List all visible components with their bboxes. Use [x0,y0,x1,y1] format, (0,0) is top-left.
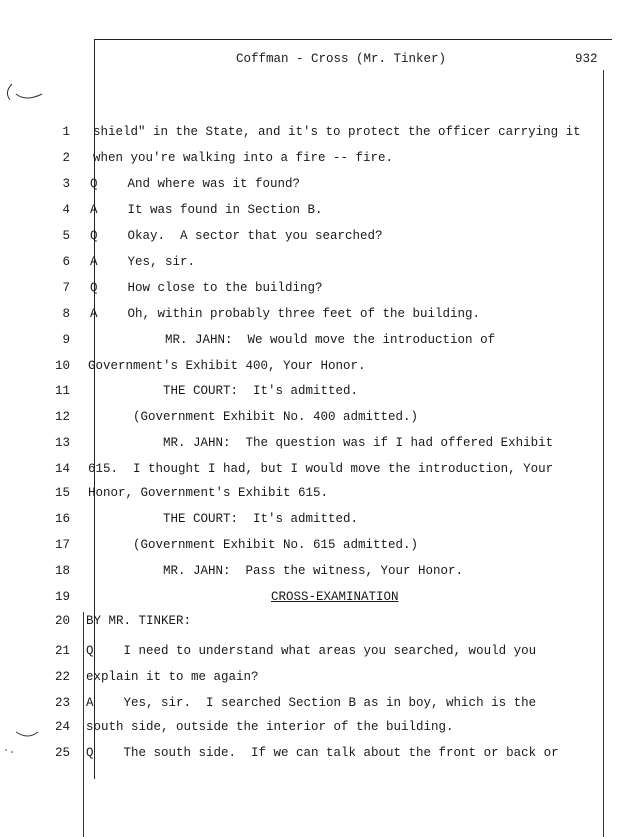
line-number: 18 [54,564,70,578]
line-text: explain it to me again? [86,670,259,684]
line-text: THE COURT: It's admitted. [88,384,359,398]
line-number: 7 [62,281,70,295]
transcript-line [0,229,638,249]
transcript-line [0,384,638,404]
line-text: Q How close to the building? [90,281,323,295]
line-number: 16 [54,512,70,526]
line-number: 2 [62,151,70,165]
transcript-line [0,281,638,301]
line-number: 6 [62,255,70,269]
line-text: MR. JAHN: The question was if I had offered Exhibit [88,436,554,450]
transcript-line [0,746,638,766]
line-text: (Government Exhibit No. 615 admitted.) [88,538,419,552]
line-text: Honor, Government's Exhibit 615. [88,486,329,500]
line-text: (Government Exhibit No. 400 admitted.) [88,410,419,424]
line-number: 21 [54,644,70,658]
line-number: 8 [62,307,70,321]
line-text: A Yes, sir. [90,255,196,269]
line-number: 19 [54,590,70,604]
transcript-line [0,307,638,327]
transcript-line [0,203,638,223]
line-text: A Yes, sir. I searched Section B as in boy, which is the [86,696,537,710]
line-text: BY MR. TINKER: [86,614,192,628]
header-title: Coffman - Cross (Mr. Tinker) [236,52,447,66]
line-number: 14 [54,462,70,476]
page-number: 932 [575,52,598,66]
line-number: 9 [62,333,70,347]
transcript-line [0,359,638,379]
line-number: 24 [54,720,70,734]
line-text: when you're walking into a fire -- fire. [93,151,394,165]
transcript-line [0,614,638,634]
transcript-line [0,436,638,456]
line-number: 3 [62,177,70,191]
transcript-line [0,333,638,353]
line-number: 13 [54,436,70,450]
line-number: 11 [54,384,70,398]
transcript-line [0,255,638,275]
line-text: A Oh, within probably three feet of the building. [90,307,481,321]
page-border-left [94,39,95,779]
transcript-line [0,512,638,532]
line-number: 25 [54,746,70,760]
line-number: 12 [54,410,70,424]
line-text: Q Okay. A sector that you searched? [90,229,383,243]
line-text: Q I need to understand what areas you searched, would you [86,644,537,658]
line-text: Q And where was it found? [90,177,301,191]
line-number: 4 [62,203,70,217]
line-text: A It was found in Section B. [90,203,323,217]
transcript-line [0,696,638,716]
line-number: 17 [54,538,70,552]
line-number: 20 [54,614,70,628]
line-number: 1 [62,125,70,139]
transcript-line [0,151,638,171]
line-text: Q The south side. If we can talk about the front or back or [86,746,559,760]
transcript-line [0,720,638,740]
transcript-line [0,177,638,197]
line-text: MR. JAHN: We would move the introduction of [90,333,496,347]
line-number: 23 [54,696,70,710]
line-text: MR. JAHN: Pass the witness, Your Honor. [88,564,464,578]
transcript-line [0,125,638,145]
transcript-line [0,462,638,482]
transcript-line [0,486,638,506]
page-border-top [94,39,612,40]
line-text: shield" in the State, and it's to protect the officer carrying it [93,125,581,139]
line-text: Government's Exhibit 400, Your Honor. [88,359,366,373]
section-heading: CROSS-EXAMINATION [271,590,399,604]
line-text: 615. I thought I had, but I would move the introduction, Your [88,462,554,476]
line-text: south side, outside the interior of the building. [86,720,454,734]
transcript-line [0,670,638,690]
transcript-line [0,410,638,430]
margin-mark-icon [2,80,46,106]
transcript-line [0,644,638,664]
transcript-line [0,590,638,610]
line-number: 15 [54,486,70,500]
line-number: 22 [54,670,70,684]
line-number: 10 [54,359,70,373]
transcript-line [0,538,638,558]
transcript-line [0,564,638,584]
line-text: THE COURT: It's admitted. [88,512,359,526]
line-number: 5 [62,229,70,243]
